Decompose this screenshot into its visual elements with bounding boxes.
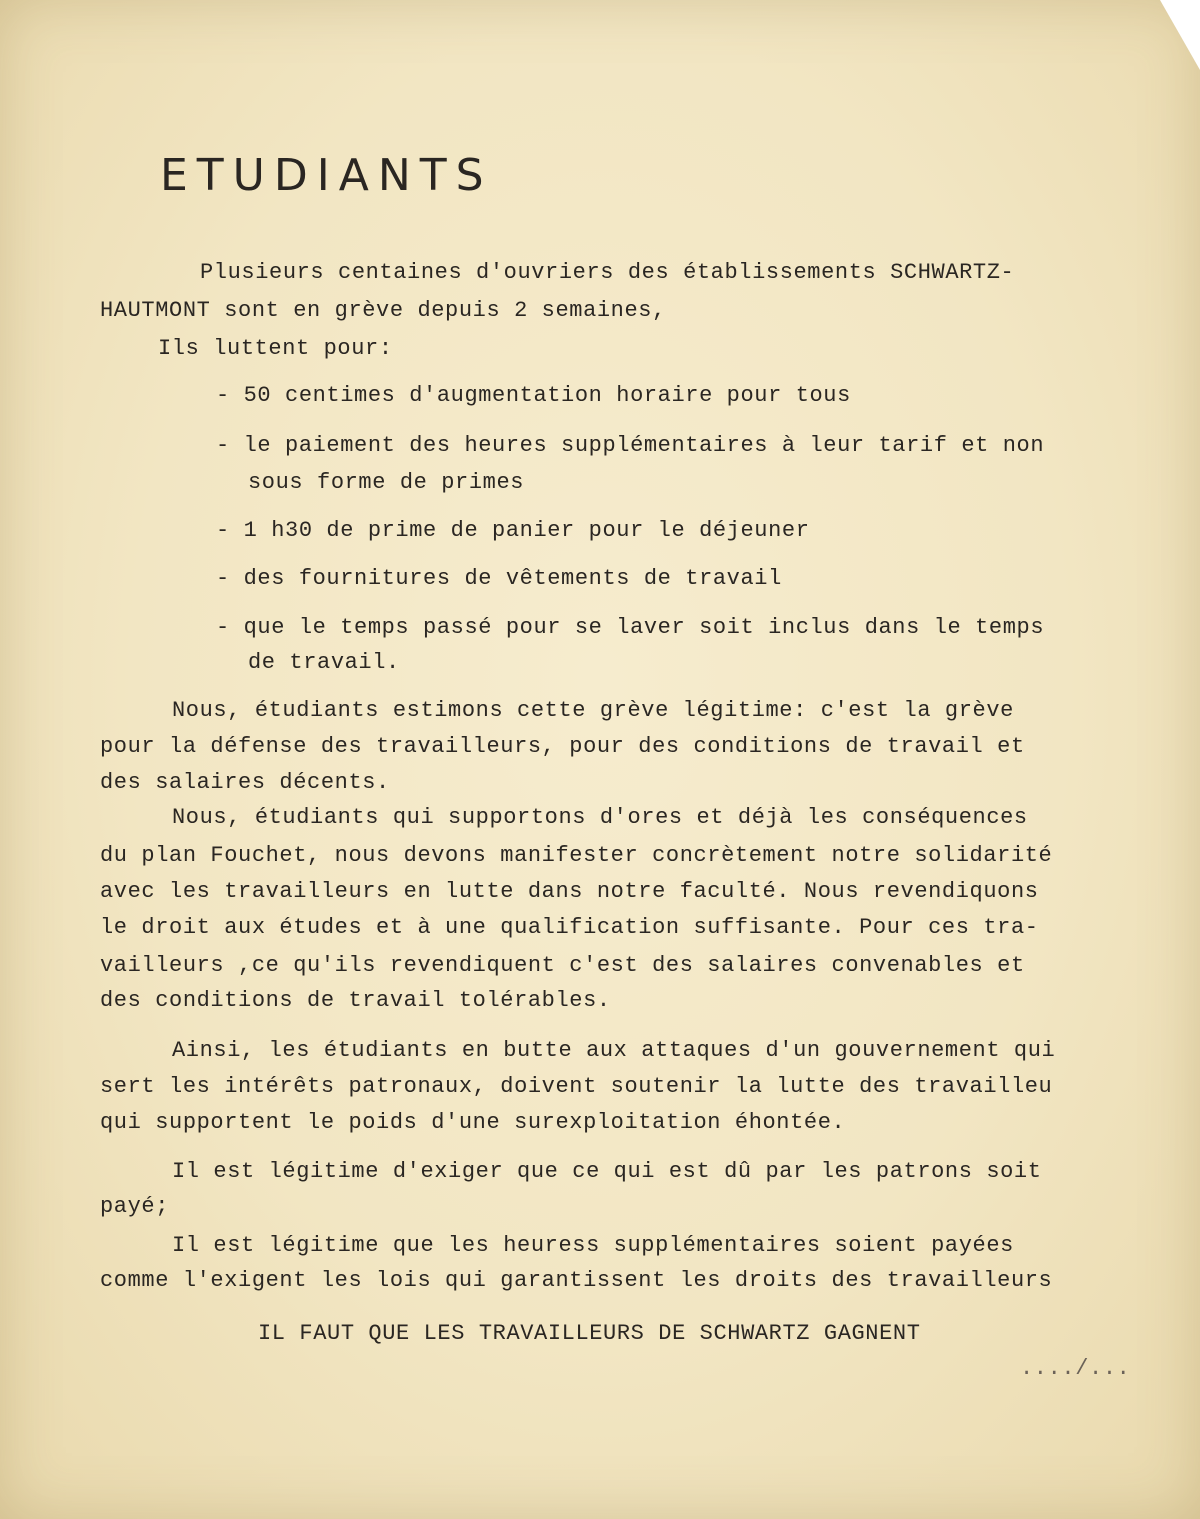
demand-item-continuation: de travail. [248, 650, 400, 675]
closing-statement: IL FAUT QUE LES TRAVAILLEURS DE SCHWARTZ GAGNENT [258, 1321, 921, 1346]
paragraph-line: qui supportent le poids d'une surexploitation éhontée. [100, 1110, 846, 1135]
paragraph-line: vailleurs ,ce qu'ils revendiquent c'est des salaires convenables et [100, 953, 1025, 978]
paragraph-line: du plan Fouchet, nous devons manifester concrètement notre solidarité [100, 843, 1053, 868]
paragraph-line: des salaires décents. [100, 770, 390, 795]
paragraph-line: avec les travailleurs en lutte dans notre faculté. Nous revendiquons [100, 879, 1039, 904]
folded-corner [1160, 0, 1200, 70]
paragraph-line: des conditions de travail tolérables. [100, 988, 611, 1013]
paragraph-line: pour la défense des travailleurs, pour des conditions de travail et [100, 734, 1025, 759]
paragraph-line: sert les intérêts patronaux, doivent soutenir la lutte des travailleu [100, 1074, 1053, 1099]
continuation-mark: ..../... [1020, 1356, 1131, 1381]
demand-item: - le paiement des heures supplémentaires à leur tarif et non [216, 433, 1045, 458]
paragraph-line: le droit aux études et à une qualification suffisante. Pour ces tra- [100, 915, 1039, 940]
intro-line-3: Ils luttent pour: [158, 336, 393, 361]
demand-item: - 1 h30 de prime de panier pour le déjeuner [216, 518, 810, 543]
paragraph-line: Il est légitime que les heuress supplémentaires soient payées [172, 1233, 1014, 1258]
paragraph-line: Nous, étudiants estimons cette grève légitime: c'est la grève [172, 698, 1014, 723]
paragraph-line: Il est légitime d'exiger que ce qui est dû par les patrons soit [172, 1159, 1042, 1184]
paragraph-line: Nous, étudiants qui supportons d'ores et déjà les conséquences [172, 805, 1028, 830]
page-title: ETUDIANTS [160, 150, 493, 201]
demand-item-continuation: sous forme de primes [248, 470, 525, 495]
paragraph-line: payé; [100, 1194, 170, 1219]
intro-line-1: Plusieurs centaines d'ouvriers des établissements SCHWARTZ- [200, 260, 1015, 285]
demand-item: - 50 centimes d'augmentation horaire pour tous [216, 383, 851, 408]
paragraph-line: Ainsi, les étudiants en butte aux attaques d'un gouvernement qui [172, 1038, 1056, 1063]
paragraph-line: comme l'exigent les lois qui garantissent les droits des travailleurs [100, 1268, 1053, 1293]
demand-item: - des fournitures de vêtements de travail [216, 566, 782, 591]
demand-item: - que le temps passé pour se laver soit inclus dans le temps [216, 615, 1045, 640]
intro-line-2: HAUTMONT sont en grève depuis 2 semaines, [100, 298, 666, 323]
